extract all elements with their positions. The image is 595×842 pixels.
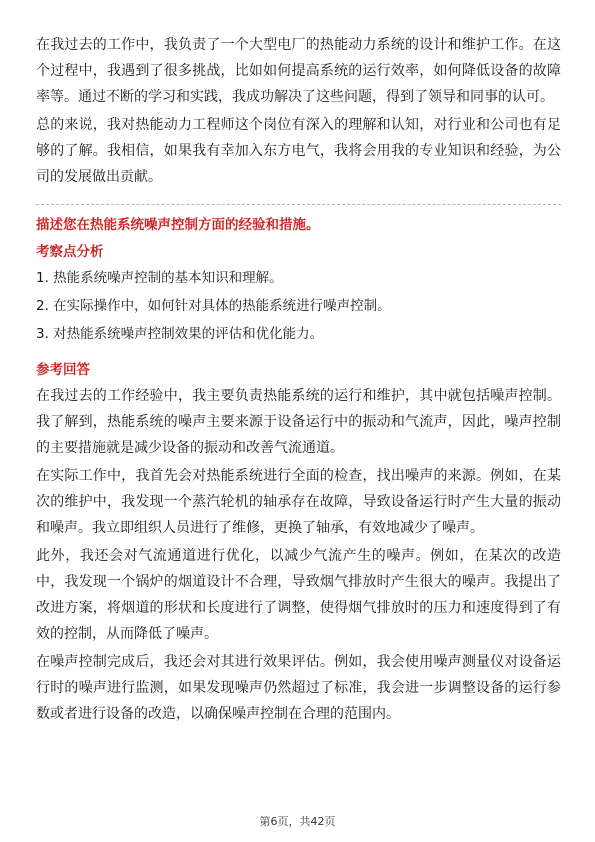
analysis-title: 考察点分析 <box>36 244 104 260</box>
intro-paragraph: 在我过去的工作中，我负责了一个大型电厂的热能动力系统的设计和维护工作。在这个过程中，我遇到了很多挑战，比如如何提高系统的运行效率，如何降低设备的故障率等。通过不断的学习和实践，我成功解决了这些问题，得到了领导和同事的认可。 <box>36 37 561 105</box>
answer-paragraph: 在我过去的工作经验中，我主要负责热能系统的运行和维护，其中就包括噪声控制。我了解到，热能系统的噪声主要来源于设备运行中的振动和气流声，因此，噪声控制的主要措施就是减少设备的振动和改善气流通道。 <box>36 388 561 456</box>
answer-title: 参考回答 <box>36 362 90 378</box>
question-heading: 描述您在热能系统噪声控制方面的经验和措施。 <box>36 217 320 233</box>
intro-paragraph: 总的来说，我对热能动力工程师这个岗位有深入的理解和认知，对行业和公司也有足够的了解。我相信，如果我有幸加入东方电气，我将会用我的专业知识和经验，为公司的发展做出贡献。 <box>36 117 561 185</box>
document-body <box>36 32 561 729</box>
answer-paragraph: 在实际工作中，我首先会对热能系统进行全面的检查，找出噪声的来源。例如，在某次的维护中，我发现一个蒸汽轮机的轴承存在故障，导致设备运行时产生大量的振动和噪声。我立即组织人员进行了维修，更换了轴承，有效地减少了噪声。 <box>36 468 561 536</box>
analysis-point: 2. 在实际操作中，如何针对具体的热能系统进行噪声控制。 <box>36 298 391 314</box>
analysis-point: 1. 热能系统噪声控制的基本知识和理解。 <box>36 270 283 286</box>
spacer <box>36 349 561 357</box>
section-divider <box>36 204 561 205</box>
analysis-point: 3. 对热能系统噪声控制效果的评估和优化能力。 <box>36 326 324 342</box>
page-number: 第6页，共42页 <box>259 815 336 828</box>
answer-paragraph: 在噪声控制完成后，我还会对其进行效果评估。例如，我会使用噪声测量仪对设备运行时的噪声进行监测，如果发现噪声仍然超过了标准，我会进一步调整设备的运行参数或者进行设备的改造，以确保噪声控制在合理的范围内。 <box>36 654 561 722</box>
answer-paragraph: 此外，我还会对气流通道进行优化，以减少气流产生的噪声。例如，在某次的改造中，我发现一个锅炉的烟道设计不合理，导致烟气排放时产生很大的噪声。我提出了改进方案，将烟道的形状和长度进行了调整，使得烟气排放时的压力和速度得到了有效的控制，从而降低了噪声。 <box>36 548 561 642</box>
